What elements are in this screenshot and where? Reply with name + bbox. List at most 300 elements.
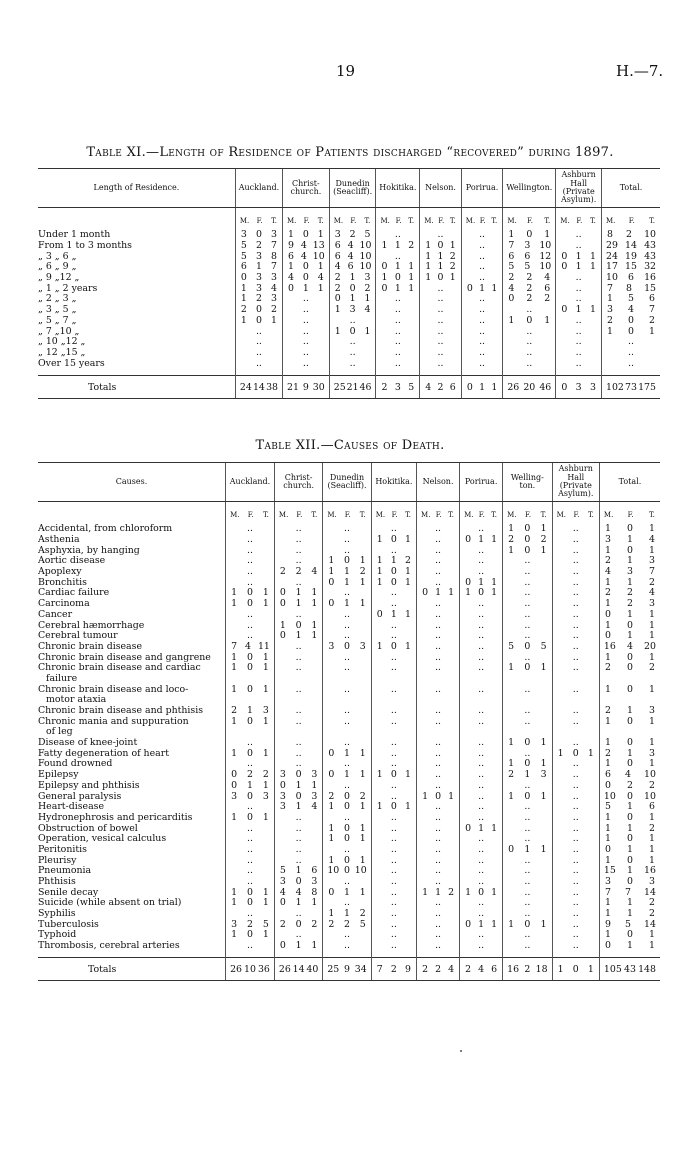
total-value: 30 xyxy=(312,381,325,393)
cell-value: 0 xyxy=(344,854,350,866)
cell-value: 1 xyxy=(359,769,366,781)
table-row xyxy=(38,556,660,567)
empty-cell-dots: .. xyxy=(344,662,350,674)
cell-value: 32 xyxy=(644,261,656,273)
cell-value: 1 xyxy=(390,555,397,567)
cell-value: 1 xyxy=(604,683,611,695)
cell-value: 2 xyxy=(649,822,655,834)
empty-cell-dots: .. xyxy=(478,811,485,823)
cell-value: 4 xyxy=(364,304,371,316)
cell-value: 1 xyxy=(465,587,472,599)
cell-value: 1 xyxy=(359,598,366,610)
cell-value: 1 xyxy=(295,587,302,599)
empty-cell-dots: .. xyxy=(390,833,397,845)
table-row xyxy=(38,577,660,588)
total-value: 10 xyxy=(244,964,256,976)
cell-value: 3 xyxy=(649,747,655,759)
empty-cell-dots: .. xyxy=(524,833,531,845)
table-row xyxy=(38,230,660,241)
cell-value: 1 xyxy=(405,566,412,578)
empty-cell-dots: .. xyxy=(478,854,485,866)
cell-value: 1 xyxy=(626,897,633,909)
cell-value: 4 xyxy=(649,534,655,546)
sex-subheader: M. xyxy=(239,216,250,225)
cell-value: 0 xyxy=(626,876,633,888)
cell-value: 2 xyxy=(279,918,286,930)
cell-value: 0 xyxy=(604,779,611,791)
empty-cell-dots: .. xyxy=(390,886,397,898)
empty-cell-dots: .. xyxy=(572,897,579,909)
empty-cell-dots: .. xyxy=(247,534,253,546)
cell-value: 2 xyxy=(231,705,238,717)
cell-value: 13 xyxy=(312,240,325,252)
table-row xyxy=(38,812,660,823)
table-row xyxy=(38,695,660,706)
cell-value: 5 xyxy=(628,293,634,305)
cell-value: 0 xyxy=(344,801,350,813)
row-label: Bronchitis xyxy=(38,577,87,588)
cell-value: 1 xyxy=(437,250,444,262)
empty-cell-dots: .. xyxy=(575,346,582,358)
row-label: Suicide (while absent on trial) xyxy=(38,897,182,909)
cell-value: 0 xyxy=(302,272,309,284)
cell-value: 6 xyxy=(288,250,294,262)
cell-value: 5 xyxy=(359,918,366,930)
cell-value: 7 xyxy=(508,240,515,252)
cell-value: 0 xyxy=(231,779,238,791)
total-value: 0 xyxy=(466,381,473,393)
sex-subheader: F. xyxy=(525,510,532,519)
cell-value: 1 xyxy=(435,587,442,599)
empty-cell-dots: .. xyxy=(390,918,397,930)
cell-value: 1 xyxy=(590,304,596,316)
cell-value: 4 xyxy=(347,240,354,252)
empty-cell-dots: .. xyxy=(628,336,634,348)
total-value: 18 xyxy=(535,964,548,976)
cell-value: 1 xyxy=(295,598,302,610)
cell-value: 1 xyxy=(649,811,655,823)
table-row xyxy=(38,566,660,577)
cell-value: 29 xyxy=(606,240,618,252)
cell-value: 1 xyxy=(590,250,596,262)
cell-value: 4 xyxy=(311,566,318,578)
cell-value: 8 xyxy=(311,886,318,898)
row-label: Under 1 month xyxy=(38,229,111,241)
cell-value: 0 xyxy=(328,598,335,610)
total-value: 2 xyxy=(524,964,531,976)
cell-value: 2 xyxy=(359,790,366,802)
cell-value: 2 xyxy=(607,314,613,326)
cell-value: 1 xyxy=(408,261,415,273)
sex-subheader: M. xyxy=(507,510,517,519)
empty-cell-dots: .. xyxy=(572,854,579,866)
cell-value: 4 xyxy=(625,769,631,781)
cell-value: 19 xyxy=(625,250,637,262)
row-label: Phthisis xyxy=(38,876,76,888)
empty-cell-dots: .. xyxy=(435,929,442,941)
empty-cell-dots: .. xyxy=(394,250,401,262)
row-label: Hydronephrosis and pericarditis xyxy=(38,812,193,823)
cell-value: 0 xyxy=(344,640,350,652)
empty-cell-dots: .. xyxy=(344,897,350,909)
cell-value: 10 xyxy=(539,240,552,252)
empty-cell-dots: .. xyxy=(390,865,397,877)
table-row xyxy=(38,315,660,326)
sex-subheader: M. xyxy=(606,216,616,225)
row-label: motor ataxia xyxy=(46,694,107,706)
empty-cell-dots: .. xyxy=(435,598,442,610)
cell-value: 5 xyxy=(240,240,247,252)
cell-value: 2 xyxy=(255,293,262,305)
empty-cell-dots: .. xyxy=(437,314,444,326)
cell-value: 0 xyxy=(295,790,302,802)
cell-value: 2 xyxy=(604,705,611,717)
cell-value: 1 xyxy=(508,523,515,535)
cell-value: 0 xyxy=(561,250,568,262)
empty-cell-dots: .. xyxy=(524,811,531,823)
empty-cell-dots: .. xyxy=(302,325,309,337)
cell-value: 10 xyxy=(644,229,656,241)
total-value: 26 xyxy=(507,381,520,393)
cell-value: 0 xyxy=(376,608,383,620)
cell-value: 1 xyxy=(587,747,594,759)
cell-value: 0 xyxy=(279,598,286,610)
table-row xyxy=(38,673,660,684)
cell-value: 0 xyxy=(478,886,485,898)
cell-value: 2 xyxy=(649,897,655,909)
row-label: Chronic brain disease and cardiac xyxy=(38,662,201,674)
empty-cell-dots: .. xyxy=(478,651,485,663)
cell-value: 6 xyxy=(508,250,515,262)
empty-cell-dots: .. xyxy=(437,357,444,369)
total-value: 0 xyxy=(561,381,568,393)
cell-value: 1 xyxy=(604,908,611,920)
total-value: 148 xyxy=(638,964,656,976)
empty-cell-dots: .. xyxy=(478,769,485,781)
empty-cell-dots: .. xyxy=(478,737,485,749)
cell-value: 4 xyxy=(628,304,634,316)
cell-value: 3 xyxy=(604,876,611,888)
cell-value: 0 xyxy=(247,897,253,909)
table-row xyxy=(38,305,660,316)
cell-value: 6 xyxy=(544,282,551,294)
empty-cell-dots: .. xyxy=(349,346,356,358)
cell-value: 3 xyxy=(279,769,286,781)
sex-subheader: F. xyxy=(576,216,583,225)
cell-value: 10 xyxy=(359,250,372,262)
total-value: 2 xyxy=(381,381,388,393)
empty-cell-dots: .. xyxy=(435,683,442,695)
cell-value: 2 xyxy=(604,587,611,599)
cell-value: 1 xyxy=(604,715,611,727)
empty-cell-dots: .. xyxy=(390,662,397,674)
empty-cell-dots: .. xyxy=(435,737,442,749)
empty-cell-dots: .. xyxy=(344,705,350,717)
empty-cell-dots: .. xyxy=(572,865,579,877)
cell-value: 1 xyxy=(604,598,611,610)
cell-value: 1 xyxy=(544,314,551,326)
sex-subheader: T. xyxy=(649,510,655,519)
row-label: „ 7 „10 „ xyxy=(38,325,80,337)
empty-cell-dots: .. xyxy=(390,705,397,717)
cell-value: 2 xyxy=(526,293,533,305)
speck xyxy=(460,1050,462,1052)
cell-value: 0 xyxy=(349,282,356,294)
cell-value: 1 xyxy=(231,651,238,663)
row-label: Accidental, from chloroform xyxy=(38,523,173,535)
cell-value: 0 xyxy=(524,918,531,930)
empty-cell-dots: .. xyxy=(524,598,531,610)
cell-value: 2 xyxy=(279,566,286,578)
row-label: „ 2 „ 3 „ xyxy=(38,293,77,305)
empty-cell-dots: .. xyxy=(344,843,350,855)
empty-cell-dots: .. xyxy=(255,325,262,337)
empty-cell-dots: .. xyxy=(572,608,579,620)
cell-value: 10 xyxy=(359,261,372,273)
table11-column-header: Wellington. xyxy=(503,169,556,208)
total-value: 20 xyxy=(523,381,536,393)
total-value: 7 xyxy=(376,964,383,976)
cell-value: 1 xyxy=(359,886,366,898)
empty-cell-dots: .. xyxy=(524,908,531,920)
cell-value: 4 xyxy=(317,272,324,284)
row-label: Aortic disease xyxy=(38,555,106,567)
cell-value: 0 xyxy=(255,314,262,326)
cell-value: 5 xyxy=(279,865,286,877)
table12-column-header: Ashburn Hall (Private Asylum). xyxy=(552,463,599,502)
cell-value: 0 xyxy=(302,229,309,241)
cell-value: 0 xyxy=(524,523,531,535)
empty-cell-dots: .. xyxy=(524,705,531,717)
cell-value: 7 xyxy=(271,240,277,252)
cell-value: 0 xyxy=(328,747,335,759)
empty-cell-dots: .. xyxy=(344,651,350,663)
cell-value: 0 xyxy=(422,587,429,599)
empty-cell-dots: .. xyxy=(295,737,302,749)
row-label: „ 9 „12 „ xyxy=(38,272,80,284)
cell-value: 0 xyxy=(390,534,397,546)
sex-subheader: T. xyxy=(587,510,594,519)
cell-value: 1 xyxy=(540,843,547,855)
table-11-title-main: —Length of Residence of Patients discharged “recovered” during 1897. xyxy=(146,145,614,160)
cell-value: 0 xyxy=(628,314,634,326)
totals-row xyxy=(38,958,660,981)
cell-value: 0 xyxy=(334,293,341,305)
table12-column-header: Total. xyxy=(599,463,660,502)
empty-cell-dots: .. xyxy=(435,640,442,652)
total-value: 105 xyxy=(603,964,622,976)
cell-value: 6 xyxy=(524,250,531,262)
empty-cell-dots: .. xyxy=(478,683,485,695)
table-row xyxy=(38,780,660,791)
cell-value: 1 xyxy=(317,229,324,241)
sex-subheader: F. xyxy=(438,216,445,225)
table11-column-header: Nelson. xyxy=(420,169,462,208)
cell-value: 0 xyxy=(437,272,444,284)
cell-value: 0 xyxy=(626,523,633,535)
empty-cell-dots: .. xyxy=(628,346,634,358)
cell-value: 1 xyxy=(279,619,286,631)
empty-cell-dots: .. xyxy=(572,683,579,695)
empty-cell-dots: .. xyxy=(390,651,397,663)
cell-value: 1 xyxy=(311,940,318,952)
empty-cell-dots: .. xyxy=(247,833,253,845)
cell-value: 1 xyxy=(231,929,238,941)
empty-cell-dots: .. xyxy=(478,779,485,791)
cell-value: 1 xyxy=(247,779,253,791)
cell-value: 1 xyxy=(649,833,655,845)
cell-value: 4 xyxy=(245,640,251,652)
total-value: 46 xyxy=(359,381,372,393)
cell-value: 3 xyxy=(604,534,611,546)
cell-value: 3 xyxy=(607,304,613,316)
total-value: 2 xyxy=(435,964,442,976)
cell-value: 5 xyxy=(540,640,547,652)
cell-value: 14 xyxy=(644,918,656,930)
cell-value: 0 xyxy=(524,662,531,674)
sex-subheader: F. xyxy=(627,510,634,519)
cell-value: 1 xyxy=(262,747,269,759)
cell-value: 1 xyxy=(649,619,655,631)
empty-cell-dots: .. xyxy=(435,940,442,952)
empty-cell-dots: .. xyxy=(478,630,485,642)
cell-value: 1 xyxy=(349,272,356,284)
empty-cell-dots: .. xyxy=(435,534,442,546)
cell-value: 15 xyxy=(644,282,656,294)
empty-cell-dots: .. xyxy=(435,651,442,663)
empty-cell-dots: .. xyxy=(435,758,442,770)
cell-value: 10 xyxy=(312,250,325,262)
cell-value: 1 xyxy=(262,929,269,941)
empty-cell-dots: .. xyxy=(478,747,485,759)
table12-column-header: Welling-ton. xyxy=(503,463,552,502)
cell-value: 1 xyxy=(575,261,582,273)
cell-value: 1 xyxy=(491,822,498,834)
row-label: Over 15 years xyxy=(38,357,105,369)
row-label: of leg xyxy=(46,726,73,738)
empty-cell-dots: .. xyxy=(572,715,579,727)
cell-value: 1 xyxy=(334,325,341,337)
cell-value: 10 xyxy=(644,769,656,781)
cell-value: 1 xyxy=(649,843,655,855)
cell-value: 1 xyxy=(394,240,401,252)
cell-value: 2 xyxy=(295,566,302,578)
cell-value: 1 xyxy=(381,272,388,284)
cell-value: 1 xyxy=(425,250,432,262)
empty-cell-dots: .. xyxy=(478,865,485,877)
totals-label: Totals xyxy=(88,381,117,393)
row-label: „ 3 „ 5 „ xyxy=(38,304,77,316)
cell-value: 1 xyxy=(604,619,611,631)
cell-value: 5 xyxy=(604,801,611,813)
empty-cell-dots: .. xyxy=(437,229,444,241)
cell-value: 1 xyxy=(295,630,302,642)
empty-cell-dots: .. xyxy=(524,876,531,888)
cell-value: 3 xyxy=(279,876,286,888)
cell-value: 1 xyxy=(376,801,383,813)
cell-value: 1 xyxy=(437,261,444,273)
cell-value: 1 xyxy=(422,886,429,898)
cell-value: 2 xyxy=(649,314,655,326)
total-value: 1 xyxy=(557,964,564,976)
empty-cell-dots: .. xyxy=(575,293,582,305)
table-row xyxy=(38,876,660,887)
empty-cell-dots: .. xyxy=(435,843,442,855)
empty-cell-dots: .. xyxy=(524,566,531,578)
empty-cell-dots: .. xyxy=(295,640,302,652)
cell-value: 0 xyxy=(381,282,388,294)
cell-value: 1 xyxy=(262,811,269,823)
cell-value: 1 xyxy=(508,918,515,930)
total-value: 14 xyxy=(292,964,305,976)
cell-value: 1 xyxy=(449,240,456,252)
total-value: 38 xyxy=(266,381,279,393)
cell-value: 2 xyxy=(247,918,253,930)
cell-value: 0 xyxy=(295,876,302,888)
empty-cell-dots: .. xyxy=(479,346,486,358)
empty-cell-dots: .. xyxy=(344,940,350,952)
sex-subheader: M. xyxy=(278,510,289,519)
empty-cell-dots: .. xyxy=(478,608,485,620)
sex-subheader: M. xyxy=(560,216,570,225)
cell-value: 11 xyxy=(257,640,270,652)
cell-value: 2 xyxy=(526,282,533,294)
table-row xyxy=(38,652,660,663)
cell-value: 1 xyxy=(478,576,485,588)
empty-cell-dots: .. xyxy=(572,705,579,717)
row-label: failure xyxy=(46,673,78,684)
cell-value: 3 xyxy=(279,790,286,802)
table11-column-header: Hokitika. xyxy=(376,169,420,208)
row-label: Epilepsy and phthisis xyxy=(38,780,140,791)
empty-cell-dots: .. xyxy=(479,293,486,305)
cell-value: 10 xyxy=(354,865,367,877)
empty-cell-dots: .. xyxy=(435,619,442,631)
cell-value: 1 xyxy=(344,598,350,610)
empty-cell-dots: .. xyxy=(572,737,579,749)
cell-value: 3 xyxy=(271,229,277,241)
cell-value: 0 xyxy=(524,737,531,749)
empty-cell-dots: .. xyxy=(394,229,401,241)
cell-value: 1 xyxy=(344,747,350,759)
cell-value: 1 xyxy=(626,555,633,567)
cell-value: 1 xyxy=(508,790,515,802)
empty-cell-dots: .. xyxy=(572,566,579,578)
cell-value: 3 xyxy=(649,876,655,888)
empty-cell-dots: .. xyxy=(247,566,253,578)
cell-value: 4 xyxy=(288,272,294,284)
cell-value: 3 xyxy=(328,640,335,652)
empty-cell-dots: .. xyxy=(575,314,582,326)
cell-value: 0 xyxy=(247,587,253,599)
empty-cell-dots: .. xyxy=(390,737,397,749)
empty-cell-dots: .. xyxy=(344,534,350,546)
cell-value: 1 xyxy=(376,555,383,567)
cell-value: 4 xyxy=(604,566,611,578)
empty-cell-dots: .. xyxy=(572,790,579,802)
cell-value: 1 xyxy=(575,250,582,262)
cell-value: 1 xyxy=(262,683,269,695)
cell-value: 3 xyxy=(240,229,247,241)
cell-value: 2 xyxy=(405,555,412,567)
cell-value: 0 xyxy=(508,293,515,305)
cell-value: 1 xyxy=(311,897,318,909)
table-row xyxy=(38,599,660,610)
cell-value: 1 xyxy=(240,314,247,326)
cell-value: 16 xyxy=(644,865,656,877)
cell-value: 0 xyxy=(626,854,633,866)
cell-value: 1 xyxy=(491,576,498,588)
